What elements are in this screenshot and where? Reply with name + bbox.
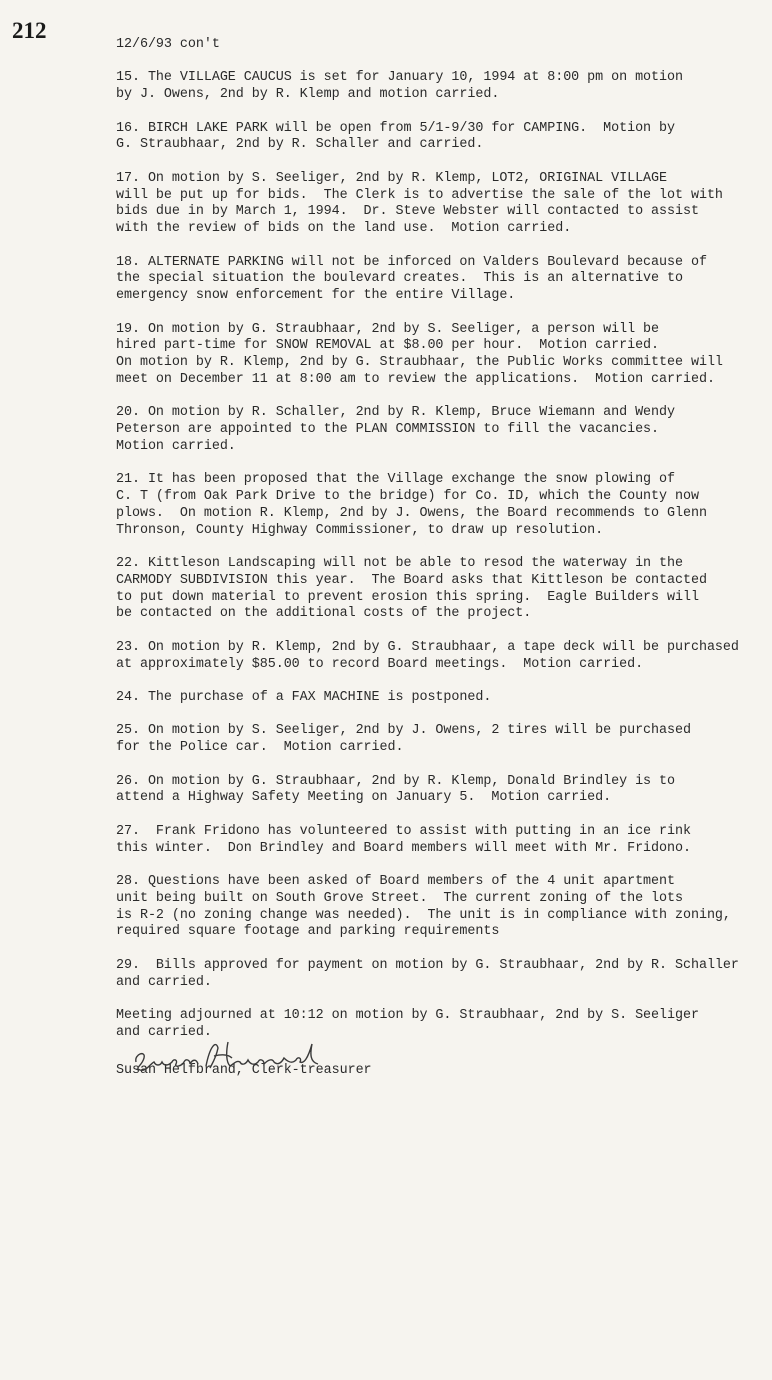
minutes-document [116,37,772,1096]
minutes-item-line: for the Police car. Motion carried. [116,740,404,756]
minutes-item-line: 27. Frank Fridono has volunteered to assist with putting in an ice rink [116,823,691,839]
minutes-item [116,690,772,707]
minutes-item-line: 24. The purchase of a FAX MACHINE is postponed. [116,690,492,706]
minutes-item-line: 26. On motion by G. Straubhaar, 2nd by R. Klemp, Donald Brindley is to [116,773,675,789]
minutes-items [116,70,772,1041]
minutes-item [116,70,772,104]
minutes-item-line: plows. On motion R. Klemp, 2nd by J. Owens, the Board recommends to Glenn [116,505,707,521]
handwritten-signature [132,1036,332,1076]
date-header [116,37,772,54]
minutes-item-line: 19. On motion by G. Straubhaar, 2nd by S. Seeliger, a person will be [116,321,660,337]
minutes-item-line: Thronson, County Highway Commissioner, to draw up resolution. [116,522,604,538]
minutes-item-line: unit being built on South Grove Street. The current zoning of the lots [116,890,683,906]
minutes-item-line: is R-2 (no zoning change was needed). The unit is in compliance with zoning, [116,907,731,923]
minutes-item-line: 18. ALTERNATE PARKING will not be inforced on Valders Boulevard because of [116,254,707,270]
minutes-item-line: 20. On motion by R. Schaller, 2nd by R. Klemp, Bruce Wiemann and Wendy [116,405,675,421]
minutes-item [116,472,772,539]
minutes-item-line: 28. Questions have been asked of Board members of the 4 unit apartment [116,874,675,889]
minutes-item [116,405,772,455]
minutes-item [116,958,772,992]
minutes-item-line: and carried. [116,974,212,990]
minutes-item-line: the special situation the boulevard creates. This is an alternative to [116,271,683,287]
minutes-item-line: hired part-time for SNOW REMOVAL at $8.00 per hour. Motion carried. [116,338,660,354]
minutes-item-line: CARMODY SUBDIVISION this year. The Board asks that Kittleson be contacted [116,572,707,588]
minutes-item [116,774,772,808]
minutes-item [116,322,772,389]
minutes-item-line: 21. It has been proposed that the Village exchange the snow plowing of [116,472,675,488]
minutes-item-line: to put down material to prevent erosion this spring. Eagle Builders will [116,589,699,605]
minutes-item [116,640,772,674]
minutes-item-line: be contacted on the additional costs of the project. [116,606,532,622]
minutes-item-line: 17. On motion by S. Seeliger, 2nd by R. Klemp, LOT2, ORIGINAL VILLAGE [116,170,668,186]
minutes-item-line: with the review of bids on the land use. Motion carried. [116,221,572,237]
minutes-item-line: by J. Owens, 2nd by R. Klemp and motion carried. [116,87,500,103]
minutes-item [116,121,772,155]
minutes-item [116,556,772,623]
minutes-item-line: will be put up for bids. The Clerk is to advertise the sale of the lot with [116,187,723,203]
minutes-item-line: G. Straubhaar, 2nd by R. Schaller and carried. [116,137,484,153]
minutes-item-line: 25. On motion by S. Seeliger, 2nd by J. Owens, 2 tires will be purchased [116,723,691,739]
minutes-item-line: 23. On motion by R. Klemp, 2nd by G. Straubhaar, a tape deck will be purchased [116,639,739,655]
minutes-item-line: C. T (from Oak Park Drive to the bridge) for Co. ID, which the County now [116,489,699,505]
minutes-item-line: 22. Kittleson Landscaping will not be able to resod the waterway in the [116,556,683,572]
minutes-item-line: bids due in by March 1, 1994. Dr. Steve Webster will contacted to assist [116,204,699,220]
minutes-item-line: emergency snow enforcement for the entire Village. [116,288,516,304]
signature-graphic [132,1036,332,1076]
signer-line: Susan Helfbrand, Clerk-treasurer [116,1062,372,1078]
minutes-item-line: 15. The VILLAGE CAUCUS is set for January 10, 1994 at 8:00 pm on motion [116,70,683,86]
minutes-item-line: attend a Highway Safety Meeting on January 5. Motion carried. [116,790,612,806]
minutes-item-line: meet on December 11 at 8:00 am to review the applications. Motion carried. [116,371,715,387]
minutes-item-line: 16. BIRCH LAKE PARK will be open from 5/1-9/30 for CAMPING. Motion by [116,120,675,136]
minutes-item [116,824,772,858]
minutes-item-line: required square footage and parking requirements [116,924,500,940]
minutes-item-line: Motion carried. [116,438,236,454]
minutes-item-line: Peterson are appointed to the PLAN COMMISSION to fill the vacancies. [116,422,660,438]
date-header-text: 12/6/93 con't [116,37,220,52]
minutes-item [116,723,772,757]
minutes-item-line: this winter. Don Brindley and Board members will meet with Mr. Fridono. [116,840,691,856]
minutes-item [116,171,772,238]
minutes-item [116,874,772,941]
minutes-item-line: 29. Bills approved for payment on motion by G. Straubhaar, 2nd by R. Schaller [116,957,739,973]
minutes-item-line: and carried. [116,1024,212,1040]
minutes-item-line: at approximately $85.00 to record Board meetings. Motion carried. [116,656,644,672]
minutes-item-line: On motion by R. Klemp, 2nd by G. Straubhaar, the Public Works committee will [116,355,723,371]
minutes-item [116,255,772,305]
minutes-item-line: Meeting adjourned at 10:12 on motion by G. Straubhaar, 2nd by S. Seeliger [116,1007,699,1023]
page-number: 212 [12,18,47,43]
